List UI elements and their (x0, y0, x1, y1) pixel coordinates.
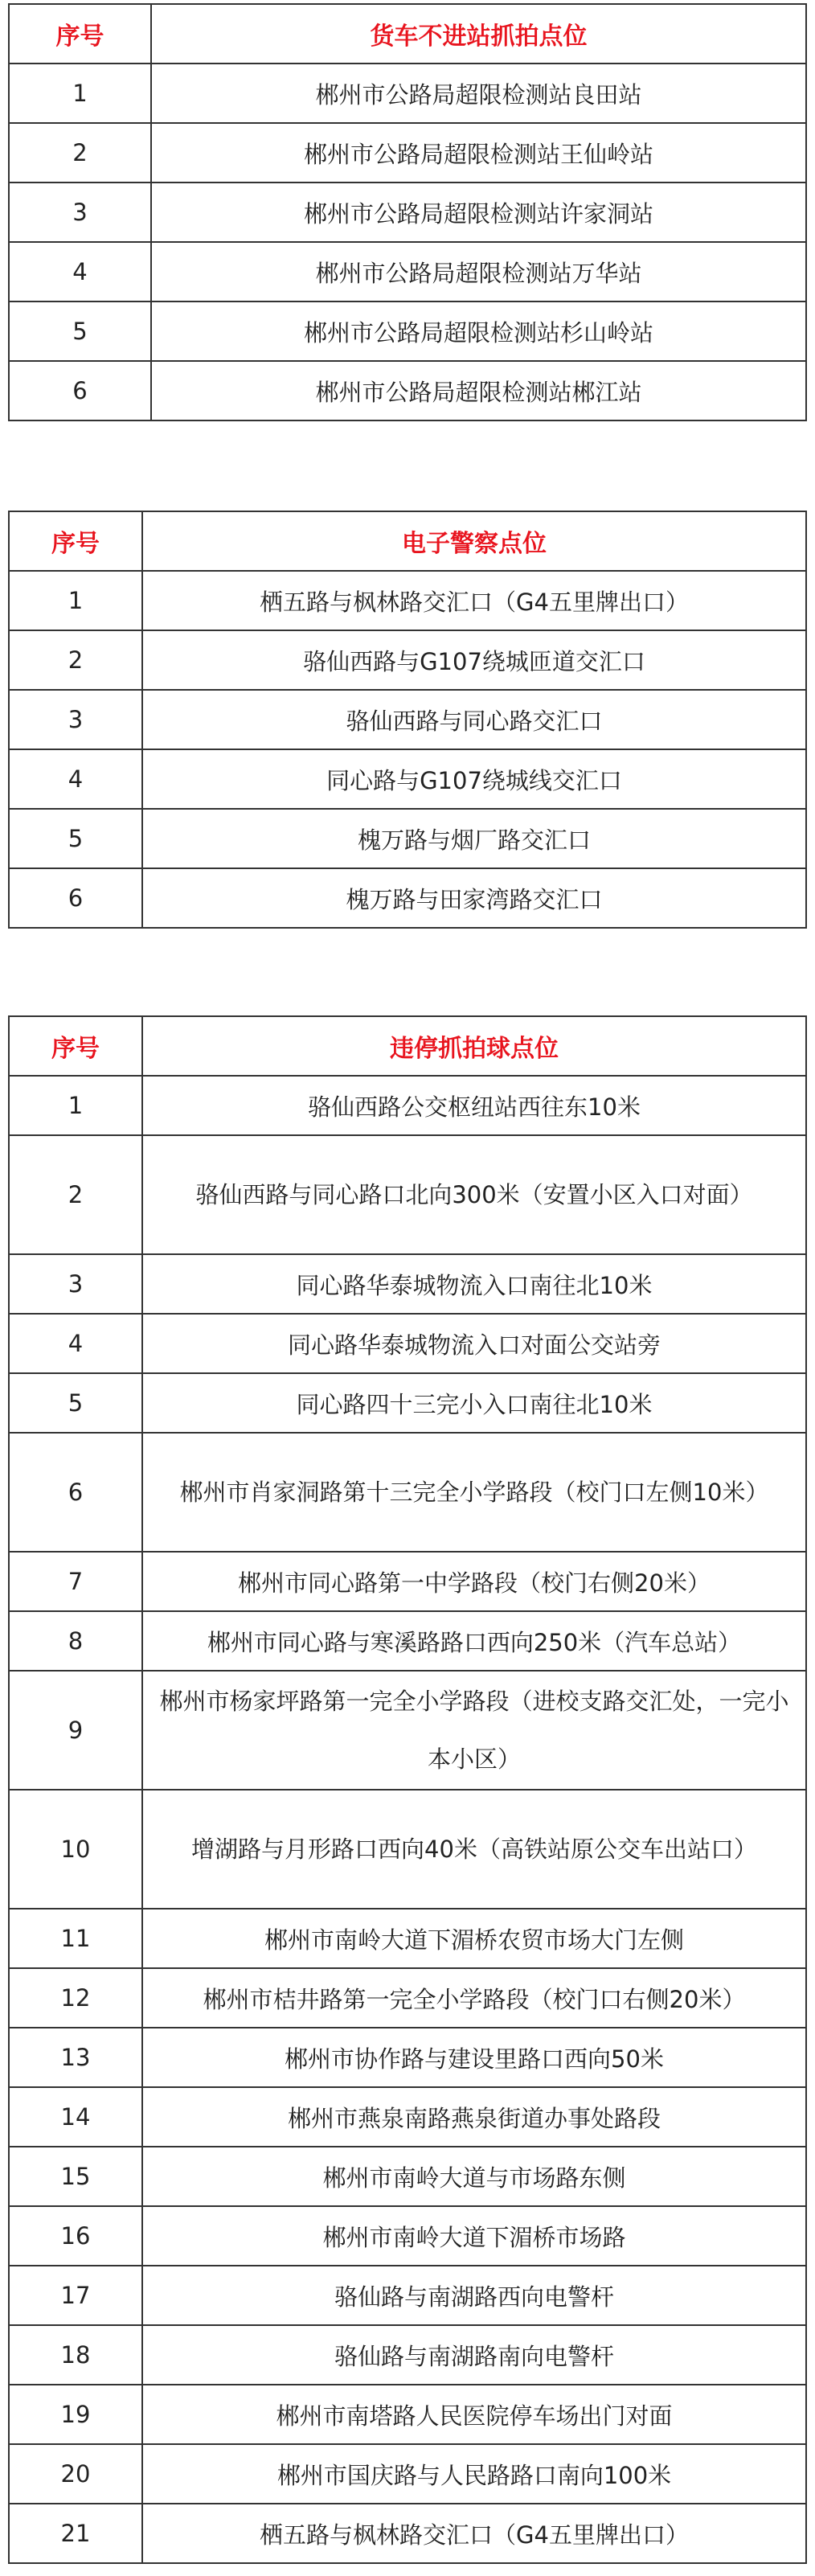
table-row (9, 1433, 806, 1552)
table-row (9, 2087, 806, 2147)
table-row (9, 2385, 806, 2444)
truck-capture-table (8, 3, 807, 421)
row-no: 10 (9, 1790, 142, 1909)
row-location: 郴州市南岭大道与市场路东侧 (142, 2147, 806, 2206)
row-location: 郴州市同心路第一中学路段（校门右侧20米） (142, 1552, 806, 1611)
table-row (9, 301, 806, 361)
table-row (9, 1909, 806, 1968)
row-location: 郴州市公路局超限检测站郴江站 (151, 361, 806, 420)
row-no: 14 (9, 2087, 142, 2147)
table-row (9, 630, 806, 690)
row-location (142, 1790, 806, 1909)
row-no: 6 (9, 1433, 142, 1552)
row-location: 郴州市协作路与建设里路口西向50米 (142, 2028, 806, 2087)
row-no: 4 (9, 242, 151, 301)
table-row (9, 242, 806, 301)
row-no: 6 (9, 868, 142, 928)
row-location: 骆仙西路与同心路交汇口 (142, 690, 806, 749)
table-row (9, 1314, 806, 1373)
row-location-text: 郴州市杨家坪路第一完全小学路段（进校支路交汇处，一完小本小区） (159, 1688, 789, 1773)
row-no: 8 (9, 1611, 142, 1671)
table-row (9, 361, 806, 420)
header-no: 序号 (9, 511, 142, 571)
table-row (9, 1968, 806, 2028)
row-location: 郴州市国庆路与人民路路口南向100米 (142, 2444, 806, 2504)
row-location: 郴州市公路局超限检测站杉山岭站 (151, 301, 806, 361)
table-row (9, 1135, 806, 1254)
row-location: 骆仙西路与G107绕城匝道交汇口 (142, 630, 806, 690)
row-location-text: 骆仙西路与同心路口北向300米（安置小区入口对面） (195, 1181, 753, 1208)
row-location (142, 1433, 806, 1552)
table-header-row (9, 511, 806, 571)
row-location: 郴州市同心路与寒溪路路口西向250米（汽车总站） (142, 1611, 806, 1671)
row-location: 郴州市桔井路第一完全小学路段（校门口右侧20米） (142, 1968, 806, 2028)
row-location-text: 郴州市肖家洞路第十三完全小学路段（校门口左侧10米） (179, 1479, 769, 1506)
row-no: 5 (9, 301, 151, 361)
table-row (9, 2147, 806, 2206)
parking-capture-table (8, 1015, 807, 2564)
row-location: 郴州市南塔路人民医院停车场出门对面 (142, 2385, 806, 2444)
table-row (9, 690, 806, 749)
row-location: 郴州市南岭大道下湄桥农贸市场大门左侧 (142, 1909, 806, 1968)
row-no: 20 (9, 2444, 142, 2504)
row-no: 1 (9, 64, 151, 123)
row-no: 11 (9, 1909, 142, 1968)
row-no: 2 (9, 630, 142, 690)
row-no: 2 (9, 1135, 142, 1254)
row-no: 6 (9, 361, 151, 420)
row-location: 同心路华泰城物流入口对面公交站旁 (142, 1314, 806, 1373)
row-no: 17 (9, 2266, 142, 2325)
header-title: 货车不进站抓拍点位 (151, 4, 806, 64)
table-row (9, 1373, 806, 1433)
row-no: 21 (9, 2504, 142, 2563)
row-no: 3 (9, 690, 142, 749)
row-location: 郴州市公路局超限检测站万华站 (151, 242, 806, 301)
row-location: 槐万路与田家湾路交汇口 (142, 868, 806, 928)
table-row (9, 749, 806, 809)
table-row (9, 2325, 806, 2385)
row-no: 2 (9, 123, 151, 183)
row-no: 9 (9, 1671, 142, 1790)
header-no: 序号 (9, 1016, 142, 1076)
row-no: 7 (9, 1552, 142, 1611)
row-location: 同心路四十三完小入口南往北10米 (142, 1373, 806, 1433)
table-row (9, 1552, 806, 1611)
row-location-text: 增湖路与月形路口西向40米（高铁站原公交车出站口） (191, 1836, 757, 1863)
table-row (9, 2504, 806, 2563)
table-row (9, 123, 806, 183)
row-no: 5 (9, 809, 142, 868)
row-no: 1 (9, 571, 142, 630)
table-row (9, 868, 806, 928)
row-location: 郴州市公路局超限检测站许家洞站 (151, 183, 806, 242)
row-location: 栖五路与枫林路交汇口（G4五里牌出口） (142, 2504, 806, 2563)
table-row (9, 183, 806, 242)
row-location: 栖五路与枫林路交汇口（G4五里牌出口） (142, 571, 806, 630)
electronic-police-table (8, 511, 807, 929)
row-no: 3 (9, 183, 151, 242)
row-location: 同心路与G107绕城线交汇口 (142, 749, 806, 809)
table-header-row (9, 1016, 806, 1076)
row-location: 骆仙西路公交枢纽站西往东10米 (142, 1076, 806, 1135)
table-row (9, 1254, 806, 1314)
row-location: 同心路华泰城物流入口南往北10米 (142, 1254, 806, 1314)
row-location: 郴州市燕泉南路燕泉街道办事处路段 (142, 2087, 806, 2147)
table-row (9, 1671, 806, 1790)
row-no: 15 (9, 2147, 142, 2206)
table-row (9, 2266, 806, 2325)
row-location: 郴州市公路局超限检测站王仙岭站 (151, 123, 806, 183)
row-no: 13 (9, 2028, 142, 2087)
table-row (9, 1790, 806, 1909)
row-location (142, 1135, 806, 1254)
row-no: 1 (9, 1076, 142, 1135)
table-row (9, 1611, 806, 1671)
table-header-row (9, 4, 806, 64)
row-location (142, 1671, 806, 1790)
row-location: 槐万路与烟厂路交汇口 (142, 809, 806, 868)
table-row (9, 809, 806, 868)
table-row (9, 64, 806, 123)
row-location: 骆仙路与南湖路西向电警杆 (142, 2266, 806, 2325)
table-row (9, 2444, 806, 2504)
row-location: 郴州市南岭大道下湄桥市场路 (142, 2206, 806, 2266)
row-no: 3 (9, 1254, 142, 1314)
header-no: 序号 (9, 4, 151, 64)
row-location: 郴州市公路局超限检测站良田站 (151, 64, 806, 123)
row-no: 19 (9, 2385, 142, 2444)
table-row (9, 1076, 806, 1135)
header-title: 电子警察点位 (142, 511, 806, 571)
table-row (9, 2028, 806, 2087)
row-no: 16 (9, 2206, 142, 2266)
row-no: 4 (9, 749, 142, 809)
table-row (9, 2206, 806, 2266)
row-no: 18 (9, 2325, 142, 2385)
row-no: 12 (9, 1968, 142, 2028)
header-title: 违停抓拍球点位 (142, 1016, 806, 1076)
row-no: 4 (9, 1314, 142, 1373)
row-no: 5 (9, 1373, 142, 1433)
row-location: 骆仙路与南湖路南向电警杆 (142, 2325, 806, 2385)
table-row (9, 571, 806, 630)
